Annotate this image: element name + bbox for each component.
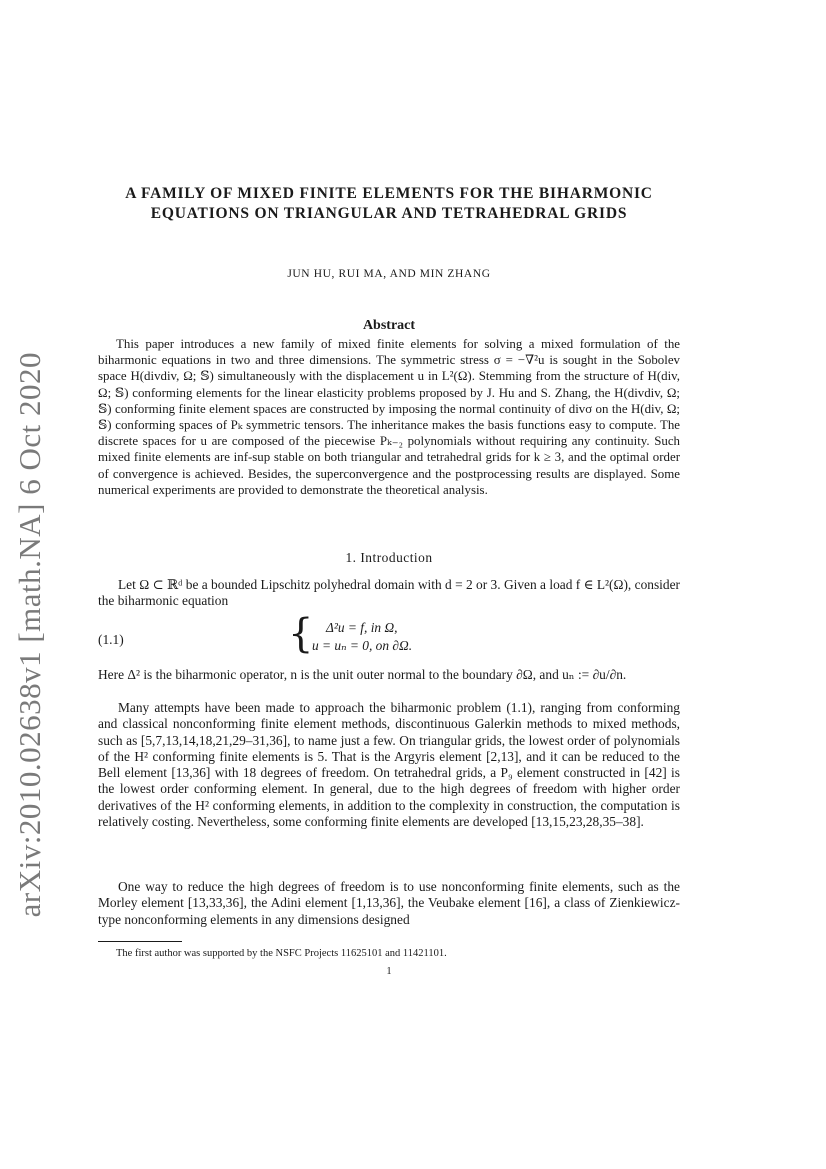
footnote: The first author was supported by the NSFC Projects 11625101 and 11421101. <box>116 948 447 959</box>
paper-title: A FAMILY OF MIXED FINITE ELEMENTS FOR THE BIHARMONIC EQUATIONS ON TRIANGULAR AND TETRAHEDRAL GRIDS <box>125 185 653 222</box>
equation-label: (1.1) <box>98 632 124 647</box>
equation-line-2: u = uₙ = 0, on ∂Ω. <box>312 638 413 653</box>
intro-paragraph-3: Many attempts have been made to approach the biharmonic problem (1.1), ranging from conforming and classical nonconforming finite element methods, discontinuous Galerkin methods to mixed methods, such as [5,7,13,14,18,21,29–31,36], to name just a few. On triangular grids, the lowest order of polynomials of the H² conforming finite elements is 5. That is the Argyris element [2,13], and it can be reduced to the Bell element [13,36] with 18 degrees of freedom. On tetrahedral grids, a P₉ element constructed in [42] is the lowest order conforming element. In general, due to the high degrees of freedom with higher order derivatives of the H² conforming elements, in addition to the complexity in construction, the computation is relatively costing. Nevertheless, some conforming finite elements are developed [13,15,23,28,35–38]. <box>98 700 680 830</box>
arxiv-identifier: arXiv:2010.02638v1 [math.NA] 6 Oct 2020 <box>12 352 47 918</box>
page-number: 1 <box>386 966 392 977</box>
paper-authors: JUN HU, RUI MA, AND MIN ZHANG <box>287 268 491 280</box>
arxiv-stamp <box>8 320 52 950</box>
abstract-text: This paper introduces a new family of mixed finite elements for solving a mixed formulation of the biharmonic equations in two and three dimensions. The symmetric stress σ = −∇²u is sought in the Sobolev space H(divdiv, Ω; 𝕊) simultaneously with the displacement u in L²(Ω). Stemming from the structure of H(div, Ω; 𝕊) conforming elements for the linear elasticity problems proposed by J. Hu and S. Zhang, the H(divdiv, Ω; 𝕊) conforming finite element spaces are constructed by imposing the normal continuity of divσ on the H(div, Ω; 𝕊) conforming spaces of Pₖ symmetric tensors. The inheritance makes the basis functions easy to compute. The discrete spaces for u are composed of the piecewise Pₖ₋₂ polynomials without requiring any continuity. Such mixed finite elements are inf-sup stable on both triangular and tetrahedral grids for k ≥ 3, and the optimal order of convergence is achieved. Besides, the superconvergence and the postprocessing results are displayed. Some numerical experiments are provided to demonstrate the theoretical analysis. <box>98 337 680 497</box>
equation-line-1: Δ²u = f, in Ω, <box>326 620 398 635</box>
intro-paragraph-2: Here Δ² is the biharmonic operator, n is the unit outer normal to the boundary ∂Ω, and uₙ := ∂u/∂n. <box>98 667 627 682</box>
abstract-heading: Abstract <box>362 318 416 333</box>
equation-brace: { <box>288 611 314 657</box>
intro-paragraph-1: Let Ω ⊂ ℝᵈ be a bounded Lipschitz polyhedral domain with d = 2 or 3. Given a load f ∈ L²(Ω), consider the biharmonic equation <box>98 577 680 609</box>
footnote-rule <box>98 941 182 942</box>
section-heading-introduction: 1. Introduction <box>345 550 433 565</box>
intro-paragraph-4: One way to reduce the high degrees of freedom is to use nonconforming finite elements, such as the Morley element [13,33,36], the Adini element [1,13,36], the Veubake element [16], a class of Zienkiewicz-type nonconforming elements in any dimensions designed <box>98 879 680 927</box>
